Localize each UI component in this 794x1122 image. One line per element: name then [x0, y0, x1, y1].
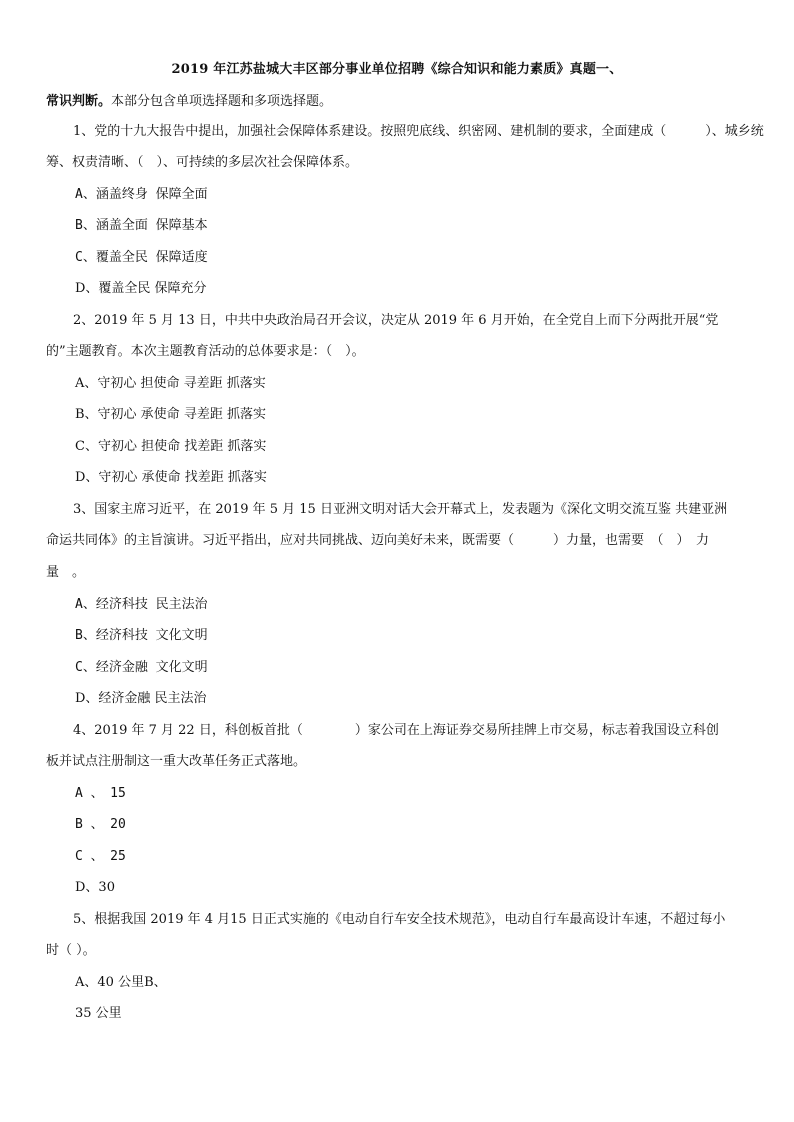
question-1-option-b: B、涵盖全面 保障基本 [75, 218, 208, 233]
question-2-option-b: B、守初心 承使命 寻差距 抓落实 [75, 407, 266, 422]
section-heading: 常识判断。 [46, 94, 112, 109]
question-1-option-a: A、涵盖终身 保障全面 [75, 187, 208, 202]
question-3-option-a: A、经济科技 民主法治 [75, 597, 208, 612]
question-4-option-c: C 、 25 [75, 849, 126, 864]
question-3-stem-line-2: 命运共同体》的主旨演讲。习近平指出，应对共同挑战、迈向美好未来，既需要（ ）力量，也需要 （ ） 力 [46, 533, 710, 548]
question-2-stem-line-2: 的”主题教育。本次主题教育活动的总体要求是：（ ）。 [46, 344, 365, 359]
section-description: 本部分包含单项选择题和多项选择题。 [111, 94, 333, 109]
question-5-stem-line-1: 5、根据我国 2019 年 4 月15 日正式实施的《电动自行车安全技术规范》，电动自行车最高设计车速，不超过每小 [73, 912, 726, 927]
question-3-option-c: C、经济金融 文化文明 [75, 660, 208, 675]
question-4-option-d: D、30 [75, 880, 115, 895]
question-1-option-c: C、覆盖全民 保障适度 [75, 250, 208, 265]
document-title: 2019 年江苏盐城大丰区部分事业单位招聘《综合知识和能力素质》真题一、 [171, 62, 623, 77]
section-intro [46, 92, 756, 112]
question-5-stem-line-2: 时（ ）。 [46, 943, 96, 958]
question-3-option-b: B、经济科技 文化文明 [75, 628, 208, 643]
question-4-stem-line-2: 板并试点注册制这一重大改革任务正式落地。 [46, 754, 307, 769]
question-4-option-b: B 、 20 [75, 817, 126, 832]
question-3-stem-line-3: 量 。 [46, 565, 86, 580]
question-1-stem-line-1: 1、党的十九大报告中提出，加强社会保障体系建设。按照兜底线、织密网、建机制的要求，全面建成（ ）、城乡统 [73, 124, 764, 139]
question-2-option-d: D、守初心 承使命 找差距 抓落实 [75, 470, 267, 485]
question-2-stem-line-1: 2、2019 年 5 月 13 日，中共中央政治局召开会议，决定从 2019 年 6 月开始，在全党自上而下分两批开展“党 [73, 313, 719, 328]
question-4-option-a: A 、 15 [75, 786, 126, 801]
question-4-stem-line-1: 4、2019 年 7 月 22 日，科创板首批（ ）家公司在上海证券交易所挂牌上市交易，标志着我国设立科创 [73, 723, 719, 738]
question-3-stem-line-1: 3、国家主席习近平，在 2019 年 5 月 15 日亚洲文明对话大会开幕式上，发表题为《深化文明交流互鉴 共建亚洲 [73, 502, 728, 517]
question-1-stem-line-2: 筹、权责清晰、（ ）、可持续的多层次社会保障体系。 [46, 155, 359, 170]
question-5-option-a: A、40 公里B、 [75, 975, 167, 990]
question-3-option-d: D、经济金融 民主法治 [75, 691, 207, 706]
question-1-option-d: D、覆盖全民 保障充分 [75, 281, 207, 296]
question-2-option-c: C、守初心 担使命 找差距 抓落实 [75, 439, 267, 454]
question-2-option-a: A、守初心 担使命 寻差距 抓落实 [75, 376, 266, 391]
question-5-option-b: 35 公里 [75, 1006, 122, 1021]
